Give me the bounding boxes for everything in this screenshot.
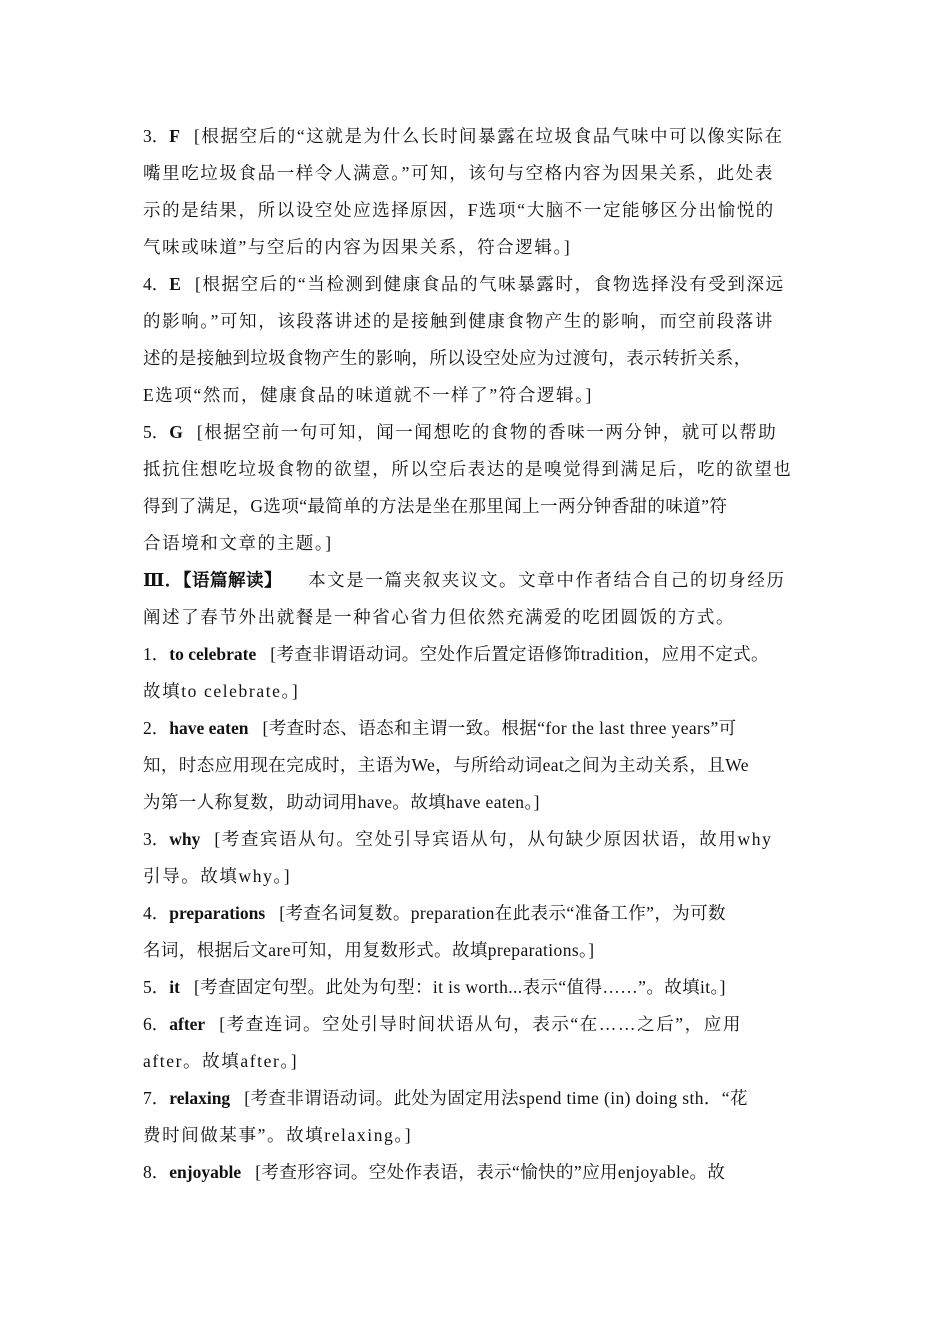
explanation-line: [考查连词。空处引导时间状语从句，表示“在……之后”，应用 [219,1014,742,1034]
section-3-intro [143,562,823,636]
explanation-line: 引导。故填why。] [143,866,292,886]
explanation-line: [考查固定句型。此处为句型：it is worth...表示“值得……”。故填it。] [193,977,726,997]
answer-item-3-2 [143,710,823,821]
answer-item-3-3 [143,821,823,895]
explanation-line: 嘴里吃垃圾食品一样令人满意。”可知，该句与空格内容为因果关系，此处表 [143,163,774,183]
item-number: 3． [143,829,170,849]
explanation-line: [考查名词复数。preparation在此表示“准备工作”，为可数 [279,903,726,923]
item-number: 6． [143,1014,170,1034]
answer-key: have eaten [169,718,249,738]
answer-key: E [169,274,181,294]
explanation-line: after。故填after。] [143,1051,299,1071]
explanation-line: [考查非谓语动词。空处作后置定语修饰tradition，应用不定式。 [270,644,769,664]
answer-item-3-7 [143,1080,823,1154]
explanation-line: [根据空前一句可知，闻一闻想吃的食物的香味一两分钟，就可以帮助 [196,422,778,442]
explanation-line: [考查非谓语动词。此处为固定用法spend time (in) doing sth．“花 [244,1088,748,1108]
answer-item-3-8 [143,1154,823,1191]
passage-summary-line: 阐述了春节外出就餐是一种省心省力但依然充满爱的吃团圆饭的方式。 [143,607,736,627]
explanation-line: 合语境和文章的主题。] [143,533,333,553]
answer-key: preparations [169,903,266,923]
item-number: 3． [143,126,170,146]
answer-key: after [169,1014,206,1034]
answer-item-3-4 [143,895,823,969]
explanation-line: [考查时态、语态和主谓一致。根据“for the last three years”可 [262,718,737,738]
explanation-line: 费时间做某事”。故填relaxing。] [143,1125,413,1145]
explanation-line: 为第一人称复数，助动词用have。故填have eaten。] [143,792,540,812]
explanation-line: [根据空后的“当检测到健康食品的气味暴露时，食物选择没有受到深远 [194,274,785,294]
answer-item-3-1 [143,636,823,710]
item-number: 5． [143,977,170,997]
explanation-line: 示的是结果，所以设空处应选择原因，F选项“大脑不一定能够区分出愉悦的 [143,200,775,220]
explanation-line: [根据空后的“这就是为什么长时间暴露在垃圾食品气味中可以像实际在 [193,126,784,146]
explanation-line: E选项“然而，健康食品的味道就不一样了”符合逻辑。] [143,385,593,405]
answer-key: enjoyable [169,1162,242,1182]
document-body [143,118,823,1191]
section-heading: Ⅲ．【语篇解读】 [143,570,283,590]
item-number: 1． [143,644,170,664]
answer-key: why [169,829,201,849]
answer-key: F [169,126,180,146]
answer-item-2-3 [143,118,823,266]
item-number: 7． [143,1088,170,1108]
explanation-line: 抵抗住想吃垃圾食物的欲望，所以空后表达的是嗅觉得到满足后，吃的欲望也 [143,459,793,479]
item-number: 2． [143,718,170,738]
answer-item-2-4 [143,266,823,414]
passage-summary-line: 本文是一篇夹叙夹议文。文章中作者结合自己的切身经历 [308,570,786,590]
explanation-line: [考查宾语从句。空处引导宾语从句，从句缺少原因状语，故用why [214,829,773,849]
answer-key: relaxing [169,1088,231,1108]
answer-item-3-5 [143,969,823,1006]
answer-key: it [169,977,180,997]
item-number: 5． [143,422,170,442]
explanation-line: 故填to celebrate。] [143,681,300,701]
item-number: 4． [143,903,170,923]
item-number: 4． [143,274,170,294]
explanation-line: 得到了满足，G选项“最简单的方法是坐在那里闻上一两分钟香甜的味道”符 [143,496,728,516]
answer-item-2-5 [143,414,823,562]
explanation-line: 知，时态应用现在完成时，主语为We，与所给动词eat之间为主动关系，且We [143,755,749,775]
answer-item-3-6 [143,1006,823,1080]
explanation-line: 述的是接触到垃圾食物产生的影响，所以设空处应为过渡句，表示转折关系， [143,348,752,368]
explanation-line: [考查形容词。空处作表语，表示“愉快的”应用enjoyable。故 [255,1162,726,1182]
explanation-line: 名词，根据后文are可知，用复数形式。故填preparations。] [143,940,595,960]
answer-key: G [169,422,183,442]
explanation-line: 气味或味道”与空后的内容为因果关系，符合逻辑。] [143,237,572,257]
explanation-line: 的影响。”可知，该段落讲述的是接触到健康食物产生的影响，而空前段落讲 [143,311,774,331]
item-number: 8． [143,1162,170,1182]
answer-key: to celebrate [169,644,257,664]
